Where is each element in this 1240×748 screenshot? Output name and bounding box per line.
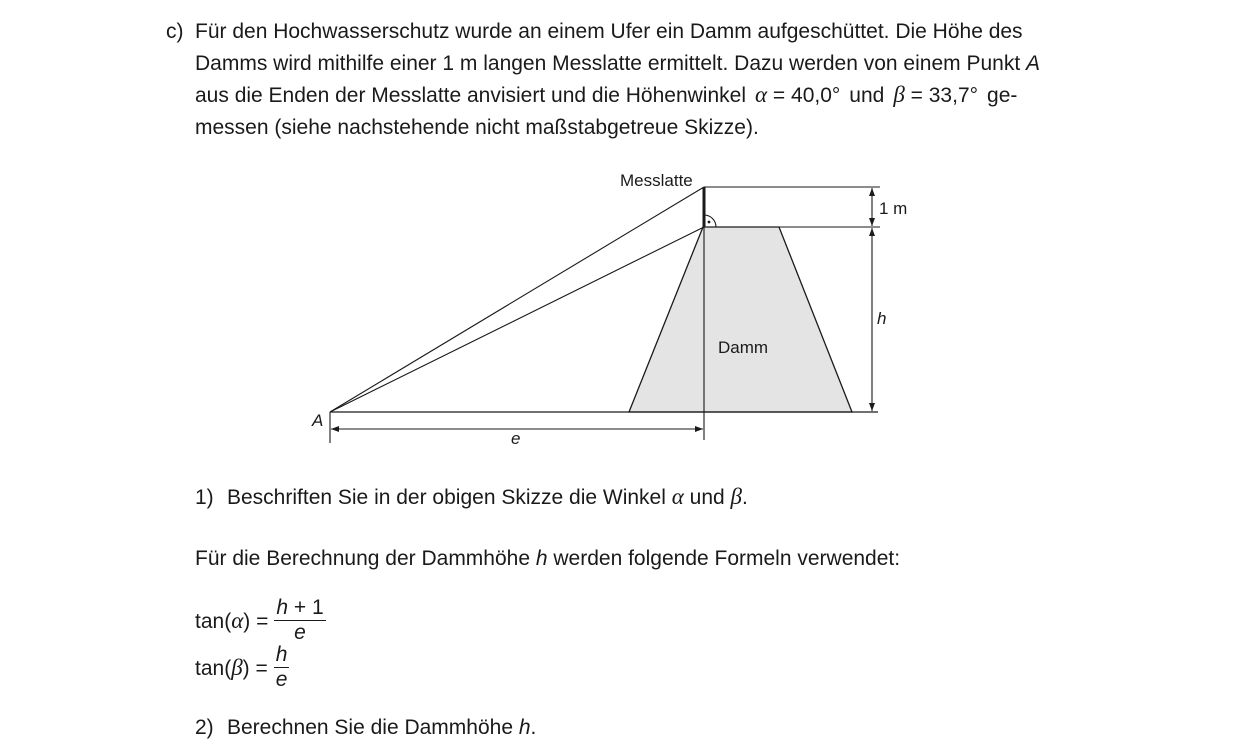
formula-intro-h: h [535, 547, 548, 570]
item-1 [195, 483, 748, 512]
formula-2-tan: tan( [195, 656, 232, 680]
formula-2-denominator: e [275, 668, 288, 691]
beta-symbol: β [893, 82, 905, 107]
dim-1m-arrow-top [869, 188, 875, 196]
label-h: h [877, 309, 887, 328]
point-a-var: A [1026, 51, 1041, 75]
intro-line-3-text: aus die Enden der Messlatte anvisiert und die Höhenwinkel [195, 84, 746, 107]
dim-e-arrow-right [695, 426, 703, 432]
formula-2-fraction [274, 643, 290, 692]
formula-2-beta: β [231, 654, 243, 680]
intro-hyphen: ge- [987, 84, 1018, 107]
item-1-text: Beschriften Sie in der obigen Skizze die Winkel [227, 486, 666, 509]
item-2-number: 2) [195, 716, 214, 739]
intro-line-2-text: Damms wird mithilfe einer 1 m langen Messlatte ermittelt. Dazu werden von einem Punkt [195, 51, 1021, 75]
dam-shape [629, 227, 852, 412]
label-damm: Damm [718, 338, 769, 357]
formula-1-eq: ) = [243, 609, 269, 633]
dim-h-arrow-bottom [869, 403, 875, 411]
item-2-h: h [518, 716, 531, 739]
dim-1m-arrow-bottom [869, 218, 875, 226]
formula-tan-beta [195, 643, 289, 692]
formula-1-alpha: α [231, 607, 244, 633]
formula-1-denominator: e [294, 621, 306, 644]
item-2-text: Berechnen Sie die Dammhöhe [227, 716, 514, 739]
formula-1-tan: tan( [195, 609, 232, 633]
formula-intro [195, 545, 900, 573]
formula-tan-alpha [195, 596, 326, 645]
label-messlatte: Messlatte [620, 171, 693, 190]
alpha-symbol: α [755, 82, 768, 107]
formula-1-num-h: h [276, 596, 289, 619]
item-1-alpha: α [671, 484, 684, 509]
formula-1-fraction [274, 596, 325, 645]
intro-line-1: Für den Hochwasserschutz wurde an einem Ufer ein Damm aufgeschüttet. Die Höhe des [195, 20, 1023, 43]
alpha-value: = 40,0° [772, 84, 841, 107]
formula-1-num-rest: + 1 [288, 596, 324, 619]
item-1-period: . [742, 486, 748, 509]
intro-line-4: messen (siehe nachstehende nicht maßstabgetreue Skizze). [195, 115, 759, 139]
item-1-number: 1) [195, 486, 214, 509]
item-1-beta: β [730, 484, 743, 509]
task-label: c) [166, 20, 184, 43]
beta-value: = 33,7° [910, 84, 979, 107]
label-point-a: A [312, 411, 324, 430]
formula-intro-text-a: Für die Berechnung der Dammhöhe [195, 547, 531, 570]
dim-h-arrow-top [869, 228, 875, 236]
formula-2-eq: ) = [242, 656, 268, 680]
right-angle-dot [708, 221, 711, 224]
right-angle-marker [704, 215, 716, 227]
item-2-period: . [530, 716, 537, 739]
formula-1-lhs [195, 608, 268, 634]
item-1-und: und [689, 486, 725, 509]
formula-1-numerator [274, 596, 325, 621]
label-1m: 1 m [879, 199, 908, 218]
formula-2-lhs [195, 655, 268, 681]
item-2 [195, 714, 536, 742]
dim-e-arrow-left [331, 426, 339, 432]
formula-intro-text-b: werden folgende Formeln verwendet: [553, 547, 901, 570]
intro-und: und [849, 84, 885, 107]
formula-2-numerator: h [275, 643, 288, 666]
label-e: e [511, 429, 521, 448]
